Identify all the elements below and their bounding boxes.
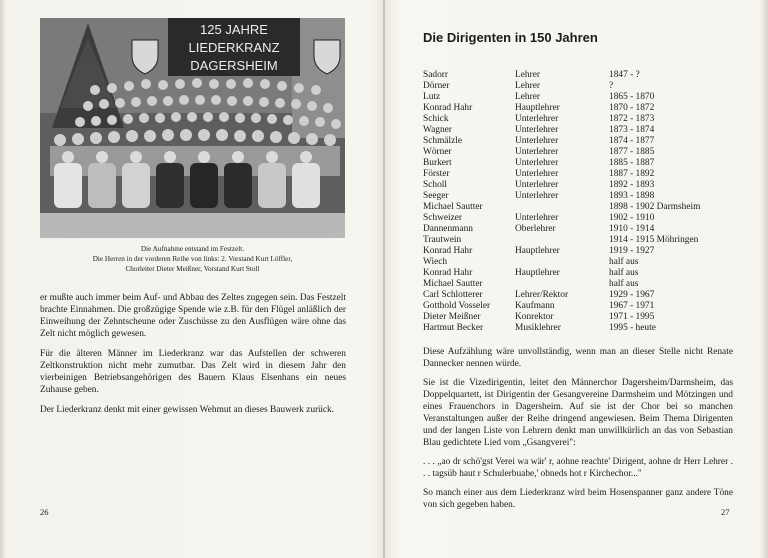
conductor-years: 1887 - 1892	[609, 169, 655, 179]
conductor-years: half aus	[609, 257, 639, 267]
conductor-role	[515, 202, 609, 213]
conductor-row	[423, 180, 719, 191]
conductors-table	[423, 70, 719, 334]
conductor-name: Trautwein	[423, 235, 462, 245]
conductor-row	[423, 246, 719, 257]
conductor-years: 1893 - 1898	[609, 191, 655, 201]
conductor-row	[423, 158, 719, 169]
paragraph: er mußte auch immer beim Auf- und Abbau des Zeltes zugegen sein. Das Festzelt brachte Einnahmen. Die großzügige Spende wie z.B. für den Flügel anläßlich der Einweihung der Zehntscheune oder Zuschüsse zu den Ausflügen wäre ohne das Zelt nicht möglich gewesen.	[40, 293, 346, 339]
left-body-text	[40, 292, 346, 424]
conductor-role: Lehrer	[515, 70, 540, 80]
conductor-name: Sadorr	[423, 70, 448, 80]
conductor-years: 1885 - 1887	[609, 158, 655, 168]
conductor-role: Oberlehrer	[515, 224, 556, 234]
conductor-years: 1877 - 1885	[609, 147, 655, 157]
conductor-role	[515, 257, 609, 268]
conductor-role: Unterlehrer	[515, 169, 559, 179]
conductor-years: 1898 - 1902 Darmsheim	[609, 202, 701, 212]
conductor-years: 1865 - 1870	[609, 92, 655, 102]
conductor-row	[423, 191, 719, 202]
conductor-role: Unterlehrer	[515, 147, 559, 157]
conductor-name: Hartmut Becker	[423, 323, 484, 333]
paragraph: Sie ist die Vizedirigentin, leitet den Männerchor Dagersheim/Darmsheim, das Doppelquartett, ist Dirigentin der Gesangvereine Darmsheim und Mötzingen und eines Frauenchors in Dagersheim. Auf sie ist der Chor bei so manchen Veranstaltungen außer der Reihe dringend angewiesen. Beim Thema Dirigenten und der langen Liste von Lehrern denkt man unwillkürlich an das von Sebastian Blau gedichtete Lied vom „Gsangverei":	[423, 378, 733, 448]
conductor-years: 1919 - 1927	[609, 246, 655, 256]
conductor-role: Hauptlehrer	[515, 246, 560, 256]
choir-photo-illustration	[40, 18, 345, 238]
conductor-role: Unterlehrer	[515, 158, 559, 168]
conductor-role: Konrektor	[515, 312, 554, 322]
conductor-role: Lehrer/Rektor	[515, 290, 569, 300]
book-gutter	[383, 0, 385, 558]
conductor-years: 1914 - 1915 Möhringen	[609, 235, 699, 245]
page-number-right: 27	[721, 507, 730, 517]
conductor-role: Hauptlehrer	[515, 268, 560, 278]
conductor-name: Schmälzle	[423, 136, 463, 146]
conductor-role: Unterlehrer	[515, 114, 559, 124]
conductor-name: Carl Schlotterer	[423, 290, 483, 300]
conductor-row	[423, 257, 719, 268]
quote-paragraph: . . . „ao dr schö'gst Verei wa wär' r, aohne reachte' Dirigent, aohne dr Herr Lehrer . . . tagsüb haut r Schulerbuabe,' obneds hot r Kirchechor..."	[423, 457, 733, 479]
conductor-row	[423, 224, 719, 235]
conductor-role: Unterlehrer	[515, 191, 559, 201]
conductor-years: half aus	[609, 279, 639, 289]
conductor-years: 1910 - 1914	[609, 224, 655, 234]
banner-line-3: DAGERSHEIM	[190, 58, 278, 73]
conductor-name: Konrad Hahr	[423, 103, 473, 113]
conductor-row	[423, 235, 719, 246]
conductor-name: Lutz	[423, 92, 441, 102]
conductor-years: ?	[609, 81, 614, 91]
page-title: Die Dirigenten in 150 Jahren	[423, 30, 598, 45]
conductor-name: Wagner	[423, 125, 452, 135]
conductor-role: Unterlehrer	[515, 213, 559, 223]
conductor-name: Gotthold Vosseler	[423, 301, 491, 311]
conductor-row	[423, 312, 719, 323]
conductor-years: 1874 - 1877	[609, 136, 655, 146]
paragraph: Für die älteren Männer im Liederkranz war das Aufstellen der schweren Zeltkonstruktion nicht mehr zumutbar. Das Zelt wird in diesem Jahr den vierbeinigen Betriebsangehörigen des Bauern Klaus Elsenhans ein neues Zuhause geben.	[40, 349, 346, 395]
conductor-years: 1847 - ?	[609, 70, 640, 80]
conductor-years: half aus	[609, 268, 639, 278]
conductor-role: Hauptlehrer	[515, 103, 560, 113]
conductor-years: 1971 - 1995	[609, 312, 655, 322]
paragraph: Der Liederkranz denkt mit einer gewissen Wehmut an dieses Bauwerk zurück.	[40, 405, 335, 415]
conductor-years: 1967 - 1971	[609, 301, 655, 311]
banner-line-1: 125 JAHRE	[200, 22, 268, 37]
conductor-name: Wörner	[423, 147, 452, 157]
conductor-years: 1872 - 1873	[609, 114, 655, 124]
conductor-years: 1902 - 1910	[609, 213, 655, 223]
conductor-row	[423, 213, 719, 224]
conductor-role: Unterlehrer	[515, 180, 559, 190]
conductor-role: Musiklehrer	[515, 323, 561, 333]
conductor-name: Dannenmann	[423, 224, 473, 234]
conductor-name: Dieter Meißner	[423, 312, 481, 322]
conductor-years: 1929 - 1967	[609, 290, 655, 300]
conductor-name: Schweizer	[423, 213, 463, 223]
conductor-row	[423, 169, 719, 180]
conductor-row	[423, 125, 719, 136]
paragraph: So manch einer aus dem Liederkranz wird beim Hosenspanner ganz andere Töne von sich gegeben haben.	[423, 488, 733, 510]
banner-line-2: LIEDERKRANZ	[188, 40, 280, 55]
conductor-role: Kaufmann	[515, 301, 555, 311]
conductor-role: Unterlehrer	[515, 136, 559, 146]
conductor-row	[423, 103, 719, 114]
photo-caption	[40, 244, 345, 274]
conductor-role	[515, 279, 609, 290]
conductor-role	[515, 235, 609, 246]
paragraph: Diese Aufzählung wäre unvollständig, wenn man an dieser Stelle nicht Renate Dannecker nennen würde.	[423, 347, 733, 369]
conductor-years: 1892 - 1893	[609, 180, 655, 190]
conductor-years: 1995 - heute	[609, 323, 656, 333]
choir-photo	[40, 18, 345, 238]
conductor-name: Dörner	[423, 81, 450, 91]
caption-line: Chorleiter Dieter Meißner, Vorstand Kurt Stoll	[125, 265, 260, 273]
conductor-row	[423, 202, 719, 213]
conductor-row	[423, 323, 719, 334]
conductor-name: Scholl	[423, 180, 447, 190]
conductor-role: Lehrer	[515, 81, 540, 91]
conductor-row	[423, 92, 719, 103]
caption-line: Die Herren in der vorderen Reihe von links: 2. Vorstand Kurt Löffler,	[92, 255, 293, 263]
conductor-name: Konrad Hahr	[423, 246, 473, 256]
conductor-name: Seeger	[423, 191, 449, 201]
conductor-row	[423, 136, 719, 147]
conductor-row	[423, 290, 719, 301]
conductor-name: Schick	[423, 114, 449, 124]
conductor-role: Unterlehrer	[515, 125, 559, 135]
conductor-name: Wiech	[423, 257, 448, 267]
conductor-row	[423, 70, 719, 81]
page-number-left: 26	[40, 507, 49, 517]
conductor-years: 1873 - 1874	[609, 125, 655, 135]
right-body-text	[423, 346, 733, 518]
conductor-row	[423, 81, 719, 92]
conductor-role: Lehrer	[515, 92, 540, 102]
conductor-row	[423, 301, 719, 312]
caption-line: Die Aufnahme entstand im Festzelt.	[140, 245, 245, 253]
conductor-row	[423, 114, 719, 125]
conductor-name: Michael Sautter	[423, 279, 483, 289]
conductor-years: 1870 - 1872	[609, 103, 655, 113]
conductor-name: Burkert	[423, 158, 452, 168]
conductor-row	[423, 279, 719, 290]
conductor-row	[423, 268, 719, 279]
conductor-row	[423, 147, 719, 158]
conductor-name: Förster	[423, 169, 450, 179]
conductor-name: Michael Sautter	[423, 202, 483, 212]
conductor-name: Konrad Hahr	[423, 268, 473, 278]
